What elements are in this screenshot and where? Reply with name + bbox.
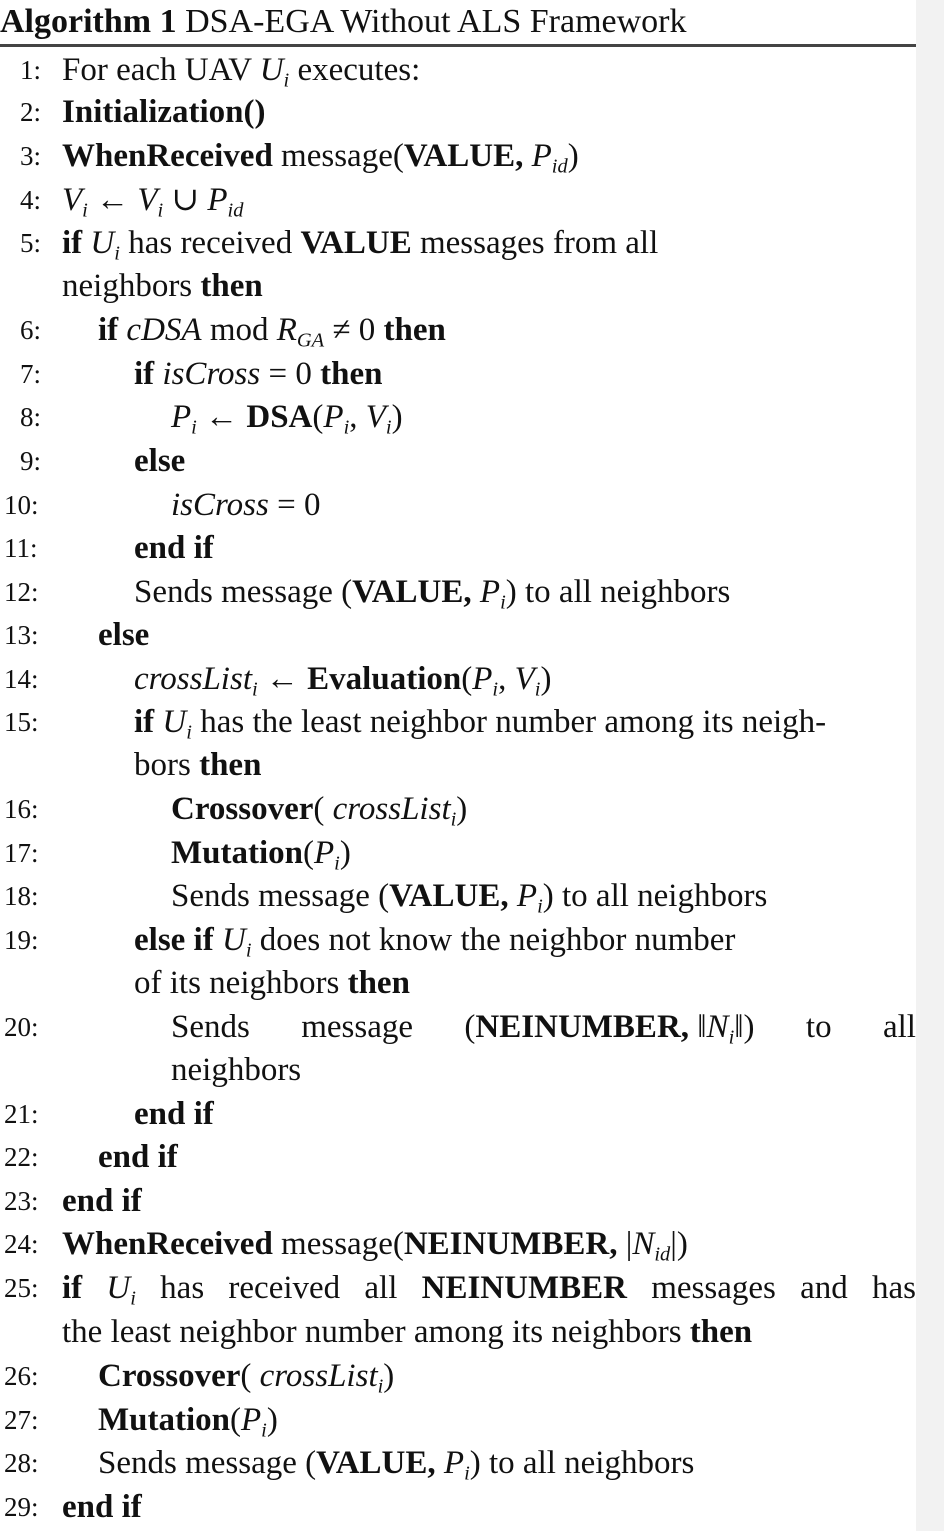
line-number: 28: [4, 1448, 39, 1478]
line-number: 12: [4, 577, 39, 607]
line-text: else if $U_i$ does not know the neighbor number [134, 922, 736, 962]
line-number: 27: [4, 1405, 39, 1435]
line-number: 17: [4, 838, 39, 868]
line-number: 2: [20, 97, 42, 127]
line-text: else [98, 617, 150, 653]
line-text: Sends message (VALUE, $P_i$) to all neighbors [134, 574, 731, 614]
line-number: 22: [4, 1142, 39, 1172]
line-number: 20: [4, 1012, 39, 1042]
line-text: the least neighbor number among its neighbors then [62, 1314, 753, 1350]
line-text: $Mutation(P_i)$ [171, 835, 351, 875]
line-number: 4: [20, 185, 42, 215]
line-number: 18: [4, 881, 39, 911]
line-text: For each UAV $U_i$ executes: [62, 52, 421, 92]
line-number: 10: [4, 490, 39, 520]
line-text: Sends message (VALUE, $P_i$) to all neighbors [171, 878, 768, 918]
line-text: bors then [134, 747, 262, 783]
line-text: if $U_i$ has received VALUE messages from all [62, 225, 659, 265]
line-text: end if [134, 1096, 214, 1132]
line-number: 1: [20, 55, 42, 85]
line-text: isCross = 0 [171, 487, 321, 523]
line-text: if $U_i$ has received all NEINUMBER messages and has [62, 1270, 916, 1310]
line-text: Crossover( crossList$_i$) [98, 1358, 395, 1398]
line-number: 25: [4, 1273, 39, 1303]
line-text: crossList$_i$ ← $Evaluation(P_i$, $V_i$) [134, 661, 552, 701]
algorithm-label: Algorithm 1 [0, 3, 177, 40]
line-number: 9: [20, 446, 42, 476]
line-number: 16: [4, 794, 39, 824]
line-number: 8: [20, 402, 42, 432]
line-text: $Mutation(P_i)$ [98, 1402, 278, 1442]
line-text: if cDSA mod $R_{GA} \ne 0$ then [98, 312, 446, 352]
line-text: else [134, 443, 186, 479]
line-number: 26: [4, 1361, 39, 1391]
line-text: neighbors then [62, 268, 263, 304]
line-number: 24: [4, 1229, 39, 1259]
line-text: WhenReceived message(VALUE, $P_{id}$) [62, 138, 579, 178]
line-text: $V_i$ ← $V_i$ ∪ $P_{id}$ [62, 182, 244, 222]
line-number: 21: [4, 1099, 39, 1129]
line-number: 5: [20, 228, 42, 258]
line-number: 14: [4, 664, 39, 694]
line-text: WhenReceived message(NEINUMBER, $|N_{id}|$) [62, 1226, 688, 1266]
line-number: 29: [4, 1492, 39, 1522]
line-text: $P_i$ ← $DSA(P_i$, $V_i$) [171, 399, 403, 439]
line-text: if isCross = 0 then [134, 356, 383, 392]
line-text: end if [62, 1183, 142, 1219]
line-number: 13: [4, 620, 39, 650]
line-number: 7: [20, 359, 42, 389]
line-text: of its neighbors then [134, 965, 410, 1001]
line-text: if $U_i$ has the least neighbor number among its neigh- [134, 704, 827, 744]
line-number: 15: [4, 707, 39, 737]
line-text: Sends message (NEINUMBER, $‖N_i‖$) to all [171, 1009, 916, 1049]
line-number: 3: [20, 141, 42, 171]
line-text: Crossover( crossList$_i$) [171, 791, 468, 831]
line-text: end if [62, 1489, 142, 1525]
line-number: 11: [4, 533, 38, 563]
line-number: 6: [20, 315, 42, 345]
line-number: 23: [4, 1186, 39, 1216]
line-text: Sends message (VALUE, $P_i$) to all neighbors [98, 1445, 695, 1485]
algorithm-title: DSA-EGA Without ALS Framework [185, 3, 687, 40]
line-text: neighbors [171, 1052, 302, 1088]
line-text: end if [134, 530, 214, 566]
algorithm-caption [0, 0, 916, 44]
right-margin [916, 0, 944, 1531]
line-number: 19: [4, 925, 39, 955]
line-text: Initialization() [62, 94, 266, 130]
line-text: end if [98, 1139, 178, 1175]
caption-rule [0, 44, 916, 47]
